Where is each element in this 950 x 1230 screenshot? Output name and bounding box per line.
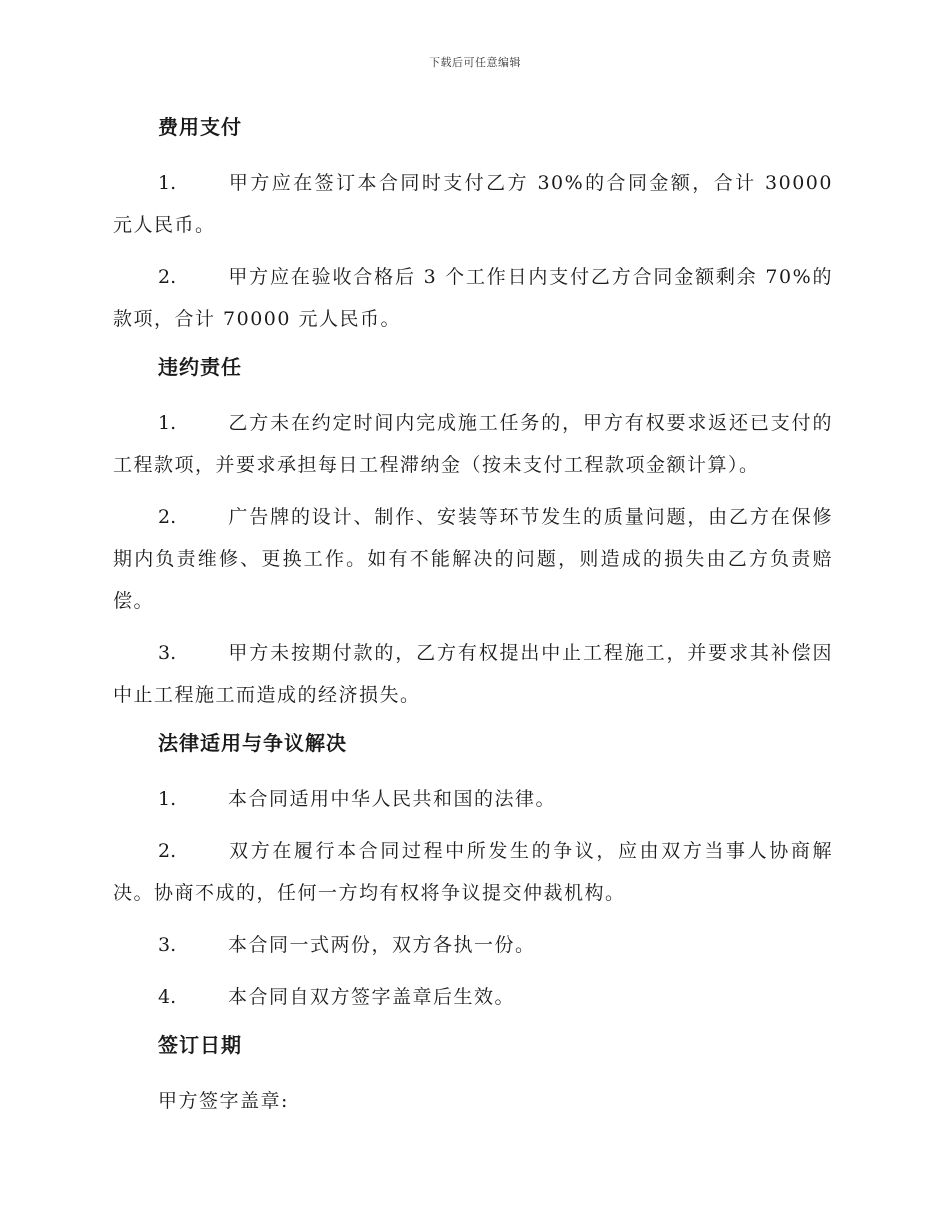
clause-text: 双方在履行本合同过程中所发生的争议，应由双方当事人协商解决。协商不成的，任何一方均有权将争议提交仲裁机构。 <box>113 840 833 904</box>
section-title-liability: 违约责任 <box>158 355 242 379</box>
clause-payment-2 <box>113 256 833 340</box>
clause-text: 广告牌的设计、制作、安装等环节发生的质量问题，由乙方在保修期内负责维修、更换工作。如有不能解决的问题，则造成的损失由乙方负责赔偿。 <box>113 506 833 612</box>
page-header-watermark: 下载后可任意编辑 <box>429 56 521 69</box>
clause-text: 甲方应在验收合格后 3 个工作日内支付乙方合同金额剩余 70%的款项，合计 70000 元人民币。 <box>113 266 833 330</box>
clause-number: 2. <box>158 840 177 862</box>
clause-number: 2. <box>158 266 177 288</box>
clause-number: 2. <box>158 506 177 528</box>
section-title-signing: 签订日期 <box>158 1033 242 1057</box>
clause-number: 3. <box>158 934 177 956</box>
clause-law-4 <box>113 976 833 1018</box>
clause-number: 3. <box>158 642 177 664</box>
clause-text: 本合同一式两份，双方各执一份。 <box>228 934 536 956</box>
clause-number: 1. <box>158 412 177 434</box>
clause-number: 4. <box>158 986 177 1008</box>
clause-payment-1 <box>113 162 833 246</box>
clause-liability-3 <box>113 632 833 716</box>
clause-number: 1. <box>158 788 177 810</box>
document-body <box>113 110 833 1122</box>
clause-text: 甲方应在签订本合同时支付乙方 30%的合同金额，合计 30000 元人民币。 <box>113 172 833 236</box>
clause-text: 乙方未在约定时间内完成施工任务的，甲方有权要求返还已支付的工程款项，并要求承担每日工程滞纳金（按未支付工程款项金额计算）。 <box>113 412 833 476</box>
clause-text: 甲方未按期付款的，乙方有权提出中止工程施工，并要求其补偿因中止工程施工而造成的经济损失。 <box>113 642 833 706</box>
section-title-payment: 费用支付 <box>158 115 242 139</box>
clause-law-1 <box>113 778 833 820</box>
clause-number: 1. <box>158 172 177 194</box>
clause-text: 本合同自双方签字盖章后生效。 <box>228 986 516 1008</box>
clause-law-2 <box>113 830 833 914</box>
clause-liability-2 <box>113 496 833 622</box>
party-a-signature-label: 甲方签字盖章: <box>158 1090 289 1112</box>
section-title-law: 法律适用与争议解决 <box>158 731 347 755</box>
clause-liability-1 <box>113 402 833 486</box>
clause-text: 本合同适用中华人民共和国的法律。 <box>228 788 557 810</box>
clause-law-3 <box>113 924 833 966</box>
